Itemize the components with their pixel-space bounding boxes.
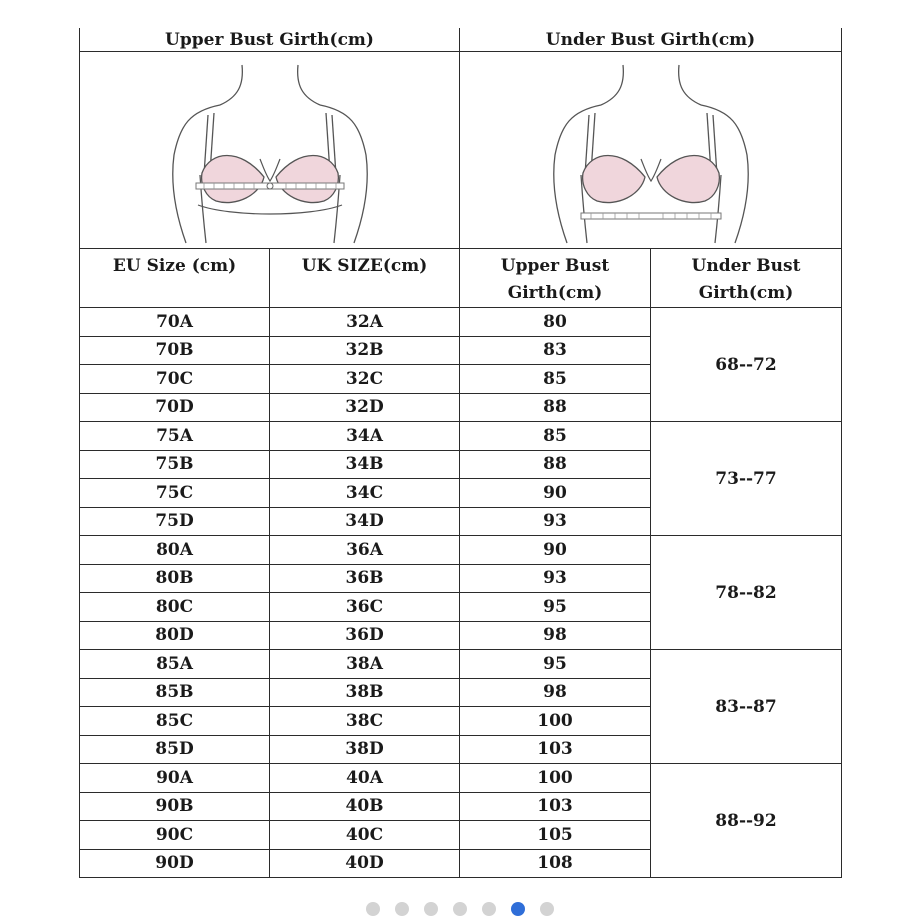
uk-size-cell: 32B — [270, 336, 460, 365]
under-bust-column-header — [651, 249, 842, 308]
eu-size-cell: 80A — [80, 536, 270, 565]
under-bust-column-line1: Under Bust — [691, 256, 801, 276]
uk-size-cell: 34C — [270, 479, 460, 508]
carousel-dot[interactable] — [540, 902, 554, 916]
uk-size-header — [270, 249, 460, 308]
upper-bust-cell: 95 — [460, 593, 651, 622]
uk-size-cell: 32D — [270, 393, 460, 422]
uk-size-cell: 32A — [270, 308, 460, 337]
upper-bust-cell: 103 — [460, 792, 651, 821]
upper-bust-cell: 85 — [460, 365, 651, 394]
eu-size-cell: 80D — [80, 621, 270, 650]
upper-bust-cell: 80 — [460, 308, 651, 337]
upper-bust-cell: 100 — [460, 764, 651, 793]
upper-bust-girth-header: Upper Bust Girth(cm) — [80, 28, 460, 52]
uk-size-cell: 36A — [270, 536, 460, 565]
uk-size-cell: 34A — [270, 422, 460, 451]
upper-bust-cell: 93 — [460, 564, 651, 593]
under-bust-range-cell: 78--82 — [651, 536, 842, 650]
uk-size-cell: 36D — [270, 621, 460, 650]
uk-size-cell: 38C — [270, 707, 460, 736]
eu-size-cell: 90B — [80, 792, 270, 821]
eu-size-cell: 85C — [80, 707, 270, 736]
carousel-dot[interactable] — [395, 902, 409, 916]
upper-bust-cell: 108 — [460, 849, 651, 878]
under-bust-range-cell: 83--87 — [651, 650, 842, 764]
size-row — [80, 764, 842, 793]
carousel-indicator — [0, 902, 920, 916]
upper-bust-cell: 83 — [460, 336, 651, 365]
uk-size-header-label: UK SIZE(cm) — [301, 256, 428, 276]
eu-size-cell: 75B — [80, 450, 270, 479]
eu-size-cell: 85D — [80, 735, 270, 764]
carousel-dot[interactable] — [453, 902, 467, 916]
uk-size-cell: 32C — [270, 365, 460, 394]
uk-size-cell: 38A — [270, 650, 460, 679]
upper-bust-cell: 98 — [460, 678, 651, 707]
upper-bust-cell: 85 — [460, 422, 651, 451]
size-row — [80, 536, 842, 565]
size-row — [80, 422, 842, 451]
eu-size-cell: 80B — [80, 564, 270, 593]
eu-size-cell: 85A — [80, 650, 270, 679]
uk-size-cell: 40C — [270, 821, 460, 850]
upper-bust-cell: 88 — [460, 450, 651, 479]
uk-size-cell: 34B — [270, 450, 460, 479]
upper-bust-cell: 95 — [460, 650, 651, 679]
upper-bust-cell: 93 — [460, 507, 651, 536]
upper-bust-cell: 105 — [460, 821, 651, 850]
uk-size-cell: 34D — [270, 507, 460, 536]
carousel-dot[interactable] — [482, 902, 496, 916]
eu-size-cell: 70C — [80, 365, 270, 394]
under-bust-illustration — [460, 52, 842, 249]
uk-size-cell: 38B — [270, 678, 460, 707]
upper-bust-cell: 100 — [460, 707, 651, 736]
eu-size-cell: 85B — [80, 678, 270, 707]
under-bust-column-line2: Girth(cm) — [698, 283, 794, 303]
size-row — [80, 308, 842, 337]
eu-size-cell: 80C — [80, 593, 270, 622]
uk-size-cell: 36B — [270, 564, 460, 593]
upper-bust-cell: 98 — [460, 621, 651, 650]
eu-size-header — [80, 249, 270, 308]
upper-bust-cell: 103 — [460, 735, 651, 764]
uk-size-cell: 40A — [270, 764, 460, 793]
size-chart — [79, 28, 841, 878]
upper-bust-column-line2: Girth(cm) — [507, 283, 603, 303]
eu-size-cell: 70A — [80, 308, 270, 337]
under-bust-range-cell: 88--92 — [651, 764, 842, 878]
eu-size-cell: 70D — [80, 393, 270, 422]
upper-bust-column-line1: Upper Bust — [500, 256, 610, 276]
upper-bust-illustration — [80, 52, 460, 249]
size-chart-table — [79, 28, 842, 878]
upper-bust-cell: 90 — [460, 536, 651, 565]
uk-size-cell: 36C — [270, 593, 460, 622]
eu-size-cell: 75C — [80, 479, 270, 508]
eu-size-cell: 70B — [80, 336, 270, 365]
eu-size-cell: 75A — [80, 422, 270, 451]
eu-size-cell: 75D — [80, 507, 270, 536]
upper-bust-cell: 88 — [460, 393, 651, 422]
upper-bust-cell: 90 — [460, 479, 651, 508]
under-bust-range-cell: 73--77 — [651, 422, 842, 536]
carousel-dot[interactable] — [424, 902, 438, 916]
carousel-dot-active[interactable] — [511, 902, 525, 916]
bra-upper-measure-icon — [160, 55, 380, 245]
size-row — [80, 650, 842, 679]
eu-size-cell: 90A — [80, 764, 270, 793]
uk-size-cell: 40D — [270, 849, 460, 878]
under-bust-girth-header: Under Bust Girth(cm) — [460, 28, 842, 52]
eu-size-cell: 90C — [80, 821, 270, 850]
eu-size-header-label: EU Size (cm) — [112, 256, 237, 276]
uk-size-cell: 38D — [270, 735, 460, 764]
under-bust-range-cell: 68--72 — [651, 308, 842, 422]
bra-under-measure-icon — [541, 55, 761, 245]
eu-size-cell: 90D — [80, 849, 270, 878]
uk-size-cell: 40B — [270, 792, 460, 821]
carousel-dot[interactable] — [366, 902, 380, 916]
upper-bust-column-header — [460, 249, 651, 308]
